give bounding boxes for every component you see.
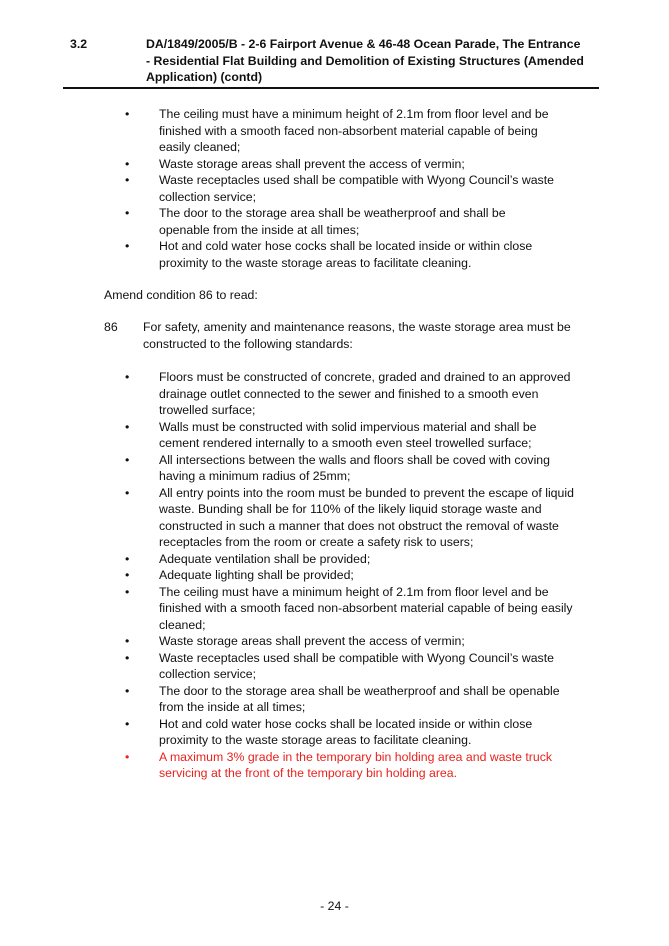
list-item-text: Adequate ventilation shall be provided; — [159, 551, 371, 566]
condition-number: 86 — [104, 320, 118, 334]
list-item-text: Waste storage areas shall prevent the access of vermin; — [159, 156, 465, 171]
bullet-icon: • — [125, 634, 130, 648]
bullet-icon: • — [125, 568, 130, 582]
bullet-list-top — [125, 106, 555, 271]
bullet-icon: • — [125, 452, 130, 467]
list-item-text: The ceiling must have a minimum height of 2.1m from floor level and be finished with a smooth faced non-absorbent material capable of being easily cleaned; — [159, 107, 549, 154]
bullet-icon: • — [125, 716, 130, 731]
list-item-text: Waste storage areas shall prevent the access of vermin; — [159, 634, 465, 648]
list-item-text: All intersections between the walls and floors shall be coved with coving having a minimum radius of 25mm; — [159, 452, 550, 483]
bullet-icon: • — [125, 650, 130, 665]
section-number: 3.2 — [70, 37, 88, 51]
page-number: - 24 - — [320, 899, 349, 913]
list-item-text: A maximum 3% grade in the temporary bin holding area and waste truck servicing at the front of the temporary bin holding area. — [159, 749, 553, 780]
list-item — [125, 106, 555, 156]
list-item — [125, 633, 577, 650]
bullet-icon: • — [125, 419, 130, 434]
list-item — [125, 485, 577, 551]
list-item-amended — [125, 749, 577, 782]
bullet-icon: • — [125, 107, 130, 121]
list-item-text: Adequate lighting shall be provided; — [159, 568, 354, 582]
list-item — [125, 584, 577, 634]
list-item-text: Walls must be constructed with solid impervious material and shall be cement rendered internally to a smooth even steel trowelled surface; — [159, 419, 537, 450]
list-item — [125, 419, 577, 452]
list-item-text: The door to the storage area shall be weatherproof and shall be openable from the inside at all times; — [159, 206, 506, 237]
bullet-icon: • — [125, 239, 130, 253]
bullet-icon: • — [125, 749, 130, 764]
list-item-text: Waste receptacles used shall be compatible with Wyong Council’s waste collection service; — [159, 650, 554, 681]
list-item — [125, 567, 577, 584]
bullet-icon: • — [125, 156, 130, 171]
list-item-text: Floors must be constructed of concrete, graded and drained to an approved drainage outlet connected to the sewer and finished to a smooth even trowelled surface; — [159, 370, 571, 417]
list-item-text: Hot and cold water hose cocks shall be located inside or within close proximity to the waste storage areas to facilitate cleaning. — [159, 716, 533, 747]
amend-instruction: Amend condition 86 to read: — [104, 288, 258, 302]
condition-text: For safety, amenity and maintenance reasons, the waste storage area must be constructed to the following standards: — [143, 320, 571, 351]
list-item — [125, 172, 555, 205]
list-item — [125, 683, 577, 716]
bullet-list-condition — [125, 369, 577, 782]
list-item — [125, 238, 555, 271]
bullet-icon: • — [125, 683, 130, 698]
bullet-icon: • — [125, 173, 130, 187]
list-item-text: The ceiling must have a minimum height of 2.1m from floor level and be finished with a smooth faced non-absorbent material capable of being easily cleaned; — [159, 584, 573, 632]
bullet-icon: • — [125, 584, 130, 599]
section-title: DA/1849/2005/B - 2-6 Fairport Avenue & 46-48 Ocean Parade, The Entrance - Residential Flat Building and Demolition of Existing Structures (Amended Application) (contd) — [146, 37, 584, 84]
bullet-icon: • — [125, 206, 130, 220]
list-item-text: All entry points into the room must be bunded to prevent the escape of liquid waste. Bunding shall be for 110% of the likely liquid storage waste and constructed in such a manner that does not obstruct the removal of waste receptacles from the room or create a safety risk to users; — [159, 485, 574, 549]
list-item — [125, 716, 577, 749]
list-item — [125, 452, 577, 485]
list-item — [125, 205, 555, 238]
header-divider — [63, 87, 599, 89]
list-item — [125, 369, 577, 419]
bullet-icon: • — [125, 485, 130, 500]
list-item-text: Hot and cold water hose cocks shall be located inside or within close proximity to the waste storage areas to facilitate cleaning. — [159, 239, 533, 270]
list-item — [125, 156, 555, 173]
bullet-icon: • — [125, 551, 130, 566]
list-item-text: Waste receptacles used shall be compatible with Wyong Council’s waste collection service; — [159, 173, 554, 204]
list-item — [125, 650, 577, 683]
list-item — [125, 551, 577, 568]
bullet-icon: • — [125, 370, 130, 384]
list-item-text: The door to the storage area shall be weatherproof and shall be openable from the inside at all times; — [159, 683, 560, 714]
